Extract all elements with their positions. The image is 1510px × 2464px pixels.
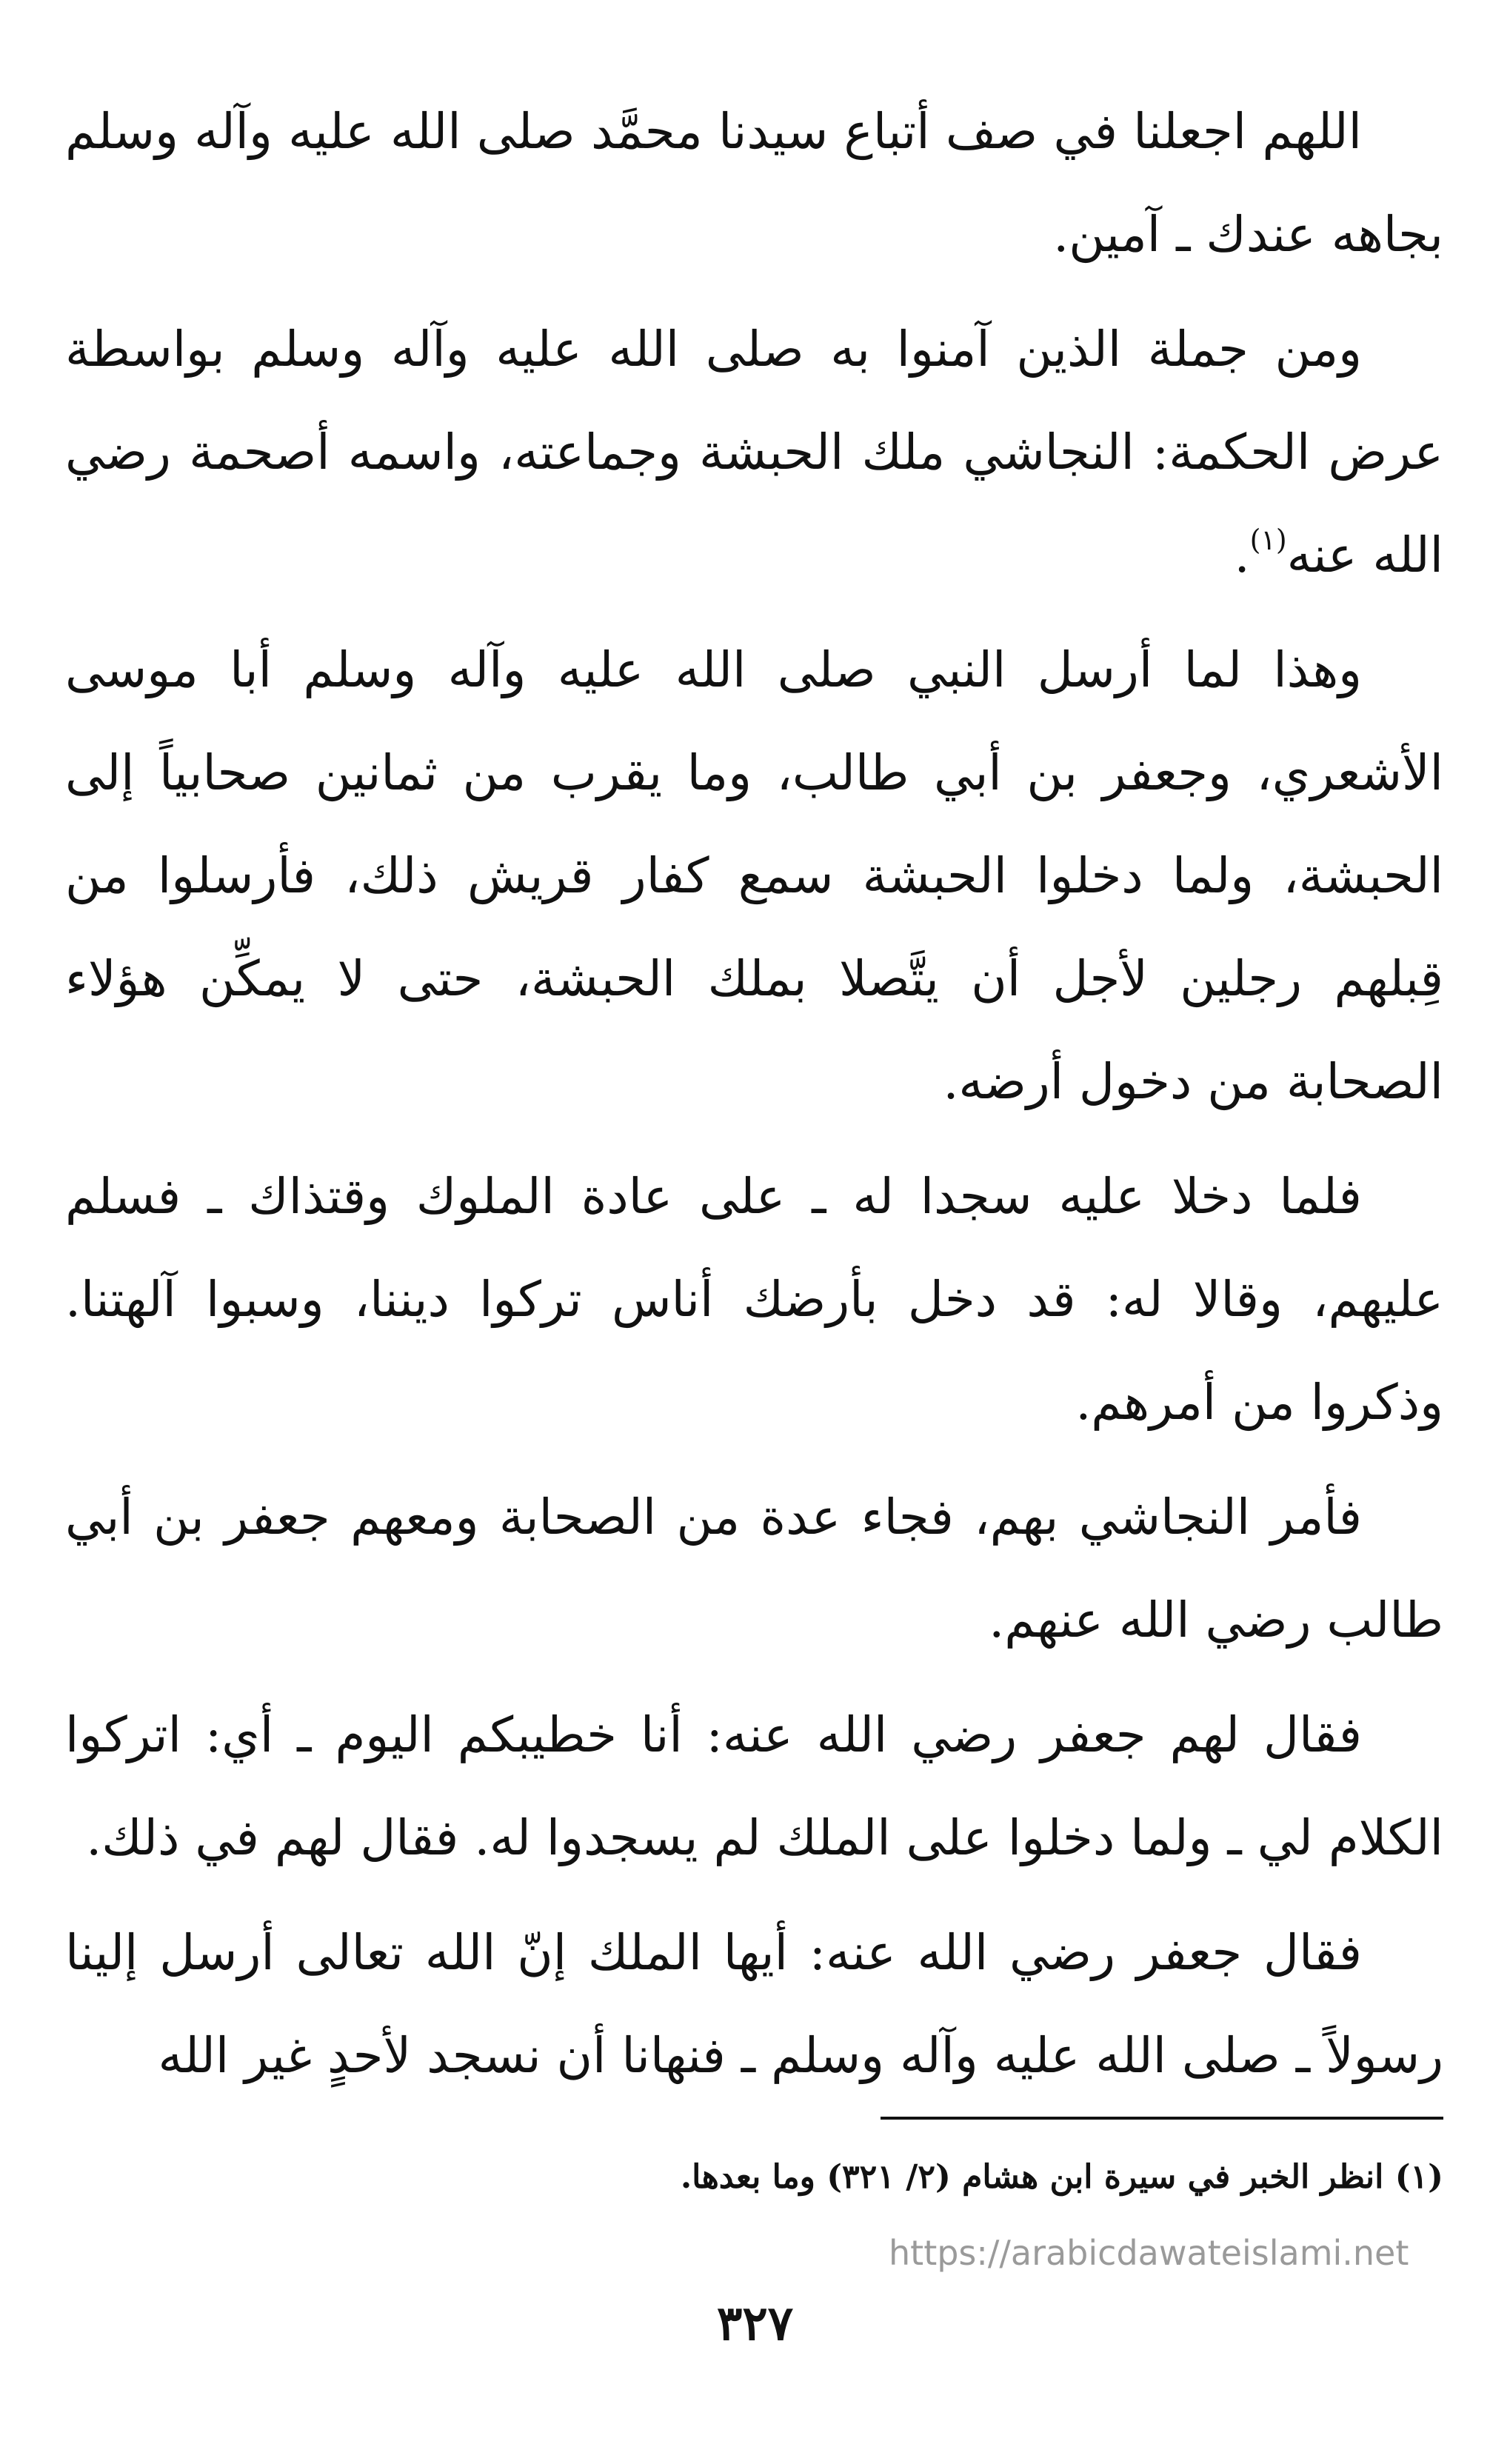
paragraph-1: اللهم اجعلنا في صف أتباع سيدنا محمَّد صلى الله عليه وآله وسلم بجاهه عندك ـ آمين. xyxy=(65,103,1443,263)
paragraph-7: فقال جعفر رضي الله عنه: أيها الملك إنّ الله تعالى أرسل إلينا رسولاً ـ صلى الله عليه وآله وسلم ـ فنهانا أن نسجد لأحدٍ غير الله xyxy=(65,1924,1443,2084)
footnote: (١) انظر الخبر في سيرة ابن هشام (٢/ ٣٢١) وما بعدها. xyxy=(680,2158,1443,2196)
paragraph-6: فقال لهم جعفر رضي الله عنه: أنا خطيبكم اليوم ـ أي: اتركوا الكلام لي ـ ولما دخلوا على الملك لم يسجدوا له. فقال لهم في ذلك. xyxy=(65,1706,1443,1866)
paragraph-4: فلما دخلا عليه سجدا له ـ على عادة الملوك وقتذاك ـ فسلم عليهم، وقالا له: قد دخل بأرضك أناس تركوا ديننا، وسبوا آلهتنا. وذكروا من أمرهم. xyxy=(65,1168,1443,1431)
paragraph-3: وهذا لما أرسل النبي صلى الله عليه وآله وسلم أبا موسى الأشعري، وجعفر بن أبي طالب، وما يقرب من ثمانين صحابياً إلى الحبشة، ولما دخلوا الحبشة سمع كفار قريش ذلك، فأرسلوا من قِبلهم رجلين لأجل أن يتَّصلا بملك الحبشة، حتى لا يمكِّن هؤلاء الصحابة من دخول أرضه. xyxy=(65,641,1443,1110)
footnote-divider xyxy=(881,2117,1443,2120)
paragraph-2 xyxy=(65,298,1443,607)
paragraph-5: فأمر النجاشي بهم، فجاء عدة من الصحابة ومعهم جعفر بن أبي طالب رضي الله عنهم. xyxy=(65,1489,1443,1649)
watermark-url: https://arabicdawateislami.net xyxy=(889,2233,1409,2273)
body-text xyxy=(65,80,1443,2119)
footnote-reference[interactable]: (١) xyxy=(1249,524,1287,556)
page-number: ٣٢٧ xyxy=(716,2296,794,2351)
paragraph-2-end: . xyxy=(1234,527,1250,584)
paragraph-2-text: ومن جملة الذين آمنوا به صلى الله عليه وآله وسلم بواسطة عرض الحكمة: النجاشي ملك الحبشة وجماعته، واسمه أصحمة رضي الله عنه xyxy=(65,321,1443,584)
